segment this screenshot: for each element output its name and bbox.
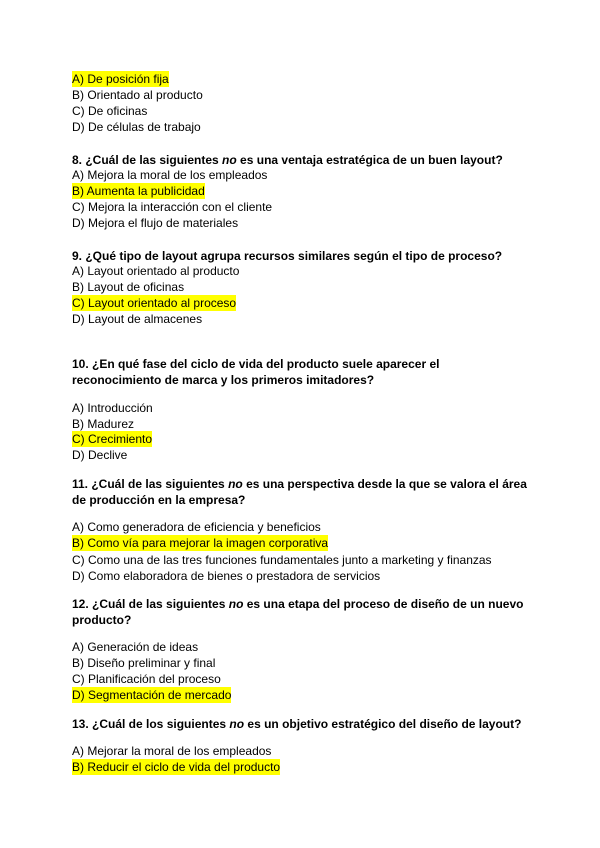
q13-option-a: A) Mejorar la moral de los empleados <box>72 744 272 758</box>
q9-option-a: A) Layout orientado al producto <box>72 264 240 278</box>
q9-option-d: D) Layout de almacenes <box>72 312 203 326</box>
q11-option-b: B) Como vía para mejorar la imagen corporativa <box>72 536 329 550</box>
q11-option-d: D) Como elaboradora de bienes o prestadora de servicios <box>72 569 381 583</box>
q9-question: 9. ¿Qué tipo de layout agrupa recursos similares según el tipo de proceso? <box>72 249 503 263</box>
q10-option-a: A) Introducción <box>72 401 153 415</box>
q10-option-d: D) Declive <box>72 448 128 462</box>
q13-question: 13. ¿Cuál de los siguientes no es un objetivo estratégico del diseño de layout? <box>72 717 522 731</box>
q10-question: 10. ¿En qué fase del ciclo de vida del producto suele aparecer el reconocimiento de marca y los primeros imitadores? <box>72 357 440 387</box>
q12-option-d: D) Segmentación de mercado <box>72 688 232 702</box>
q10-option-b: B) Madurez <box>72 417 135 431</box>
q12-option-b: B) Diseño preliminar y final <box>72 656 216 670</box>
q9-option-b: B) Layout de oficinas <box>72 280 185 294</box>
q7-option-c: C) De oficinas <box>72 104 148 118</box>
q8-question: 8. ¿Cuál de las siguientes no es una ventaja estratégica de un buen layout? <box>72 153 503 167</box>
q8-option-a: A) Mejora la moral de los empleados <box>72 168 268 182</box>
q9-option-c: C) Layout orientado al proceso <box>72 296 237 310</box>
q12-option-c: C) Planificación del proceso <box>72 672 221 686</box>
q11-question: 11. ¿Cuál de las siguientes no es una perspectiva desde la que se valora el área de producción en la empresa? <box>72 477 527 507</box>
q12-question: 12. ¿Cuál de las siguientes no es una etapa del proceso de diseño de un nuevo producto? <box>72 597 524 627</box>
q7-option-d: D) De células de trabajo <box>72 120 201 134</box>
q7-option-a: A) De posición fija <box>72 72 169 86</box>
q8-option-b: B) Aumenta la publicidad <box>72 184 205 198</box>
q8-option-c: C) Mejora la interacción con el cliente <box>72 200 273 214</box>
q8-option-d: D) Mejora el flujo de materiales <box>72 216 239 230</box>
q11-option-a: A) Como generadora de eficiencia y beneficios <box>72 520 321 534</box>
q7-option-b: B) Orientado al producto <box>72 88 203 102</box>
q12-option-a: A) Generación de ideas <box>72 640 199 654</box>
q13-option-b: B) Reducir el ciclo de vida del producto <box>72 760 281 774</box>
q11-option-c: C) Como una de las tres funciones fundamentales junto a marketing y finanzas <box>72 553 492 567</box>
q10-option-c: C) Crecimiento <box>72 432 153 446</box>
